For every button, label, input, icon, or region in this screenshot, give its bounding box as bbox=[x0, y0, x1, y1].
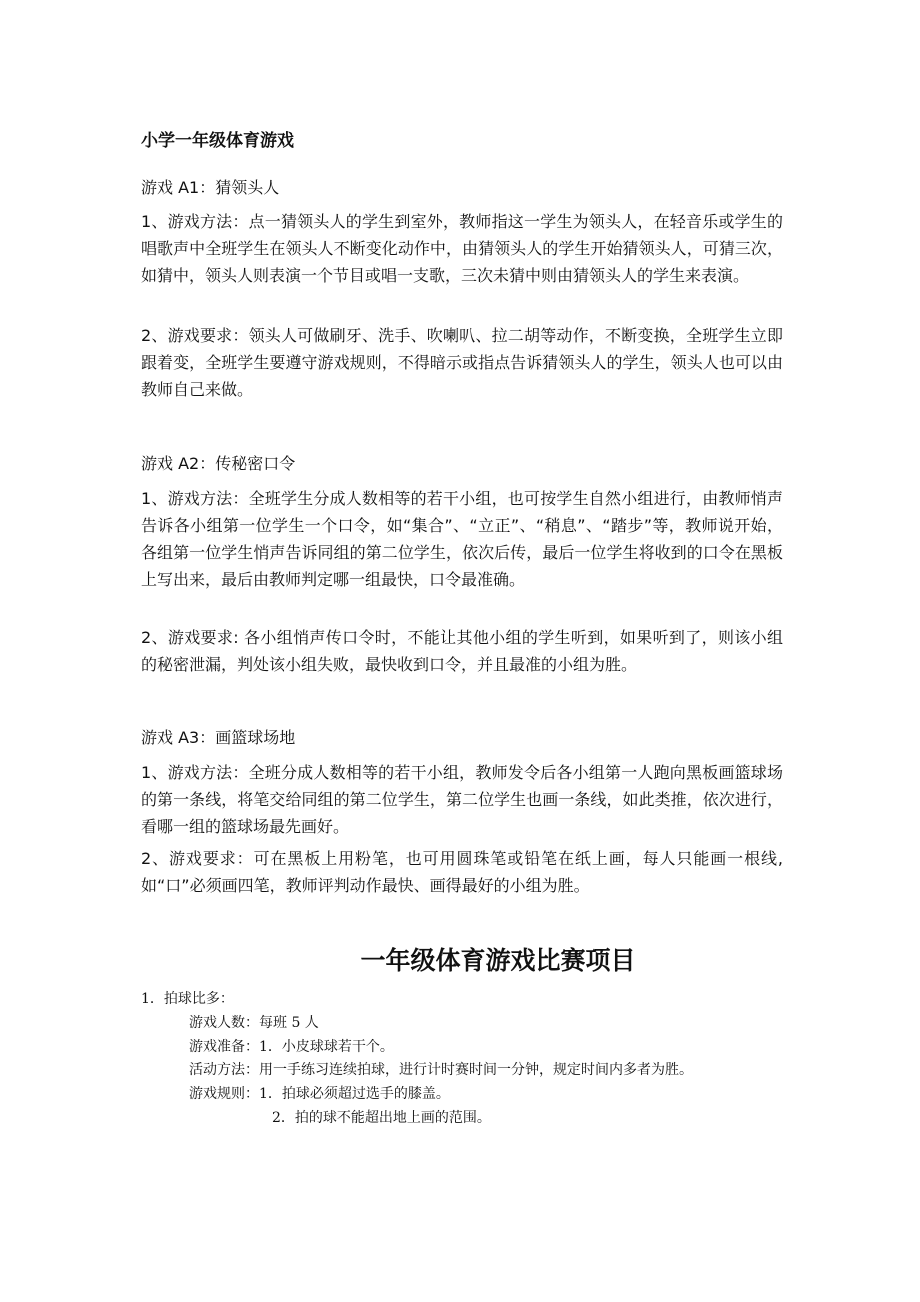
game-a3-heading: 游戏 A3：画篮球场地 bbox=[141, 728, 296, 747]
game-a2-method: 1、游戏方法：全班学生分成人数相等的若干小组，也可按学生自然小组进行，由教师悄声告诉各小组第一位学生一个口令，如“集合”、“立正”、“稍息”、“踏步”等，教师说开始，各组第一位学生悄声告诉同组的第二位学生，依次后传，最后一位学生将收到的口令在黑板上写出来，最后由教师判定哪一组最快，口令最准确。 bbox=[141, 489, 783, 589]
game-a3-method: 1、游戏方法：全班分成人数相等的若干小组，教师发令后各小组第一人跑向黑板画篮球场的第一条线，将笔交给同组的第二位学生，第二位学生也画一条线，如此类推，依次进行，看哪一组的篮球场最先画好。 bbox=[141, 763, 783, 836]
competition-rule-2: 2．拍的球不能超出地上画的范围。 bbox=[272, 1110, 491, 1126]
game-a1-method: 1、游戏方法：点一猜领头人的学生到室外，教师指这一学生为领头人，在轻音乐或学生的唱歌声中全班学生在领头人不断变化动作中，由猜领头人的学生开始猜领头人，可猜三次，如猜中，领头人则表演一个节目或唱一支歌，三次未猜中则由猜领头人的学生来表演。 bbox=[141, 212, 783, 285]
competition-method: 活动方法：用一手练习连续拍球，进行计时赛时间一分钟，规定时间内多者为胜。 bbox=[189, 1062, 693, 1078]
game-a2-rules: 2、游戏要求: 各小组悄声传口令时，不能让其他小组的学生听到，如果听到了，则该小组的秘密泄漏，判处该小组失败，最快收到口令，并且最准的小组为胜。 bbox=[141, 628, 783, 674]
competition-players: 游戏人数：每班 5 人 bbox=[189, 1015, 319, 1031]
competition-title: 一年级体育游戏比赛项目 bbox=[360, 946, 636, 975]
game-a1-heading: 游戏 A1：猜领头人 bbox=[141, 178, 280, 197]
competition-item-title: 1．拍球比多： bbox=[141, 991, 234, 1007]
document-title: 小学一年级体育游戏 bbox=[141, 131, 294, 151]
competition-prep: 游戏准备：1．小皮球球若干个。 bbox=[189, 1039, 394, 1055]
game-a2-heading: 游戏 A2：传秘密口令 bbox=[141, 454, 296, 473]
game-a1-rules: 2、游戏要求：领头人可做刷牙、洗手、吹喇叭、拉二胡等动作，不断变换，全班学生立即跟着变，全班学生要遵守游戏规则，不得暗示或指点告诉猜领头人的学生，领头人也可以由教师自己来做。 bbox=[141, 326, 783, 399]
competition-rule-1: 游戏规则：1．拍球必须超过选手的膝盖。 bbox=[189, 1086, 450, 1102]
game-a3-rules: 2、游戏要求：可在黑板上用粉笔，也可用圆珠笔或铅笔在纸上画，每人只能画一根线,如“口”必须画四笔，教师评判动作最快、画得最好的小组为胜。 bbox=[141, 849, 783, 895]
